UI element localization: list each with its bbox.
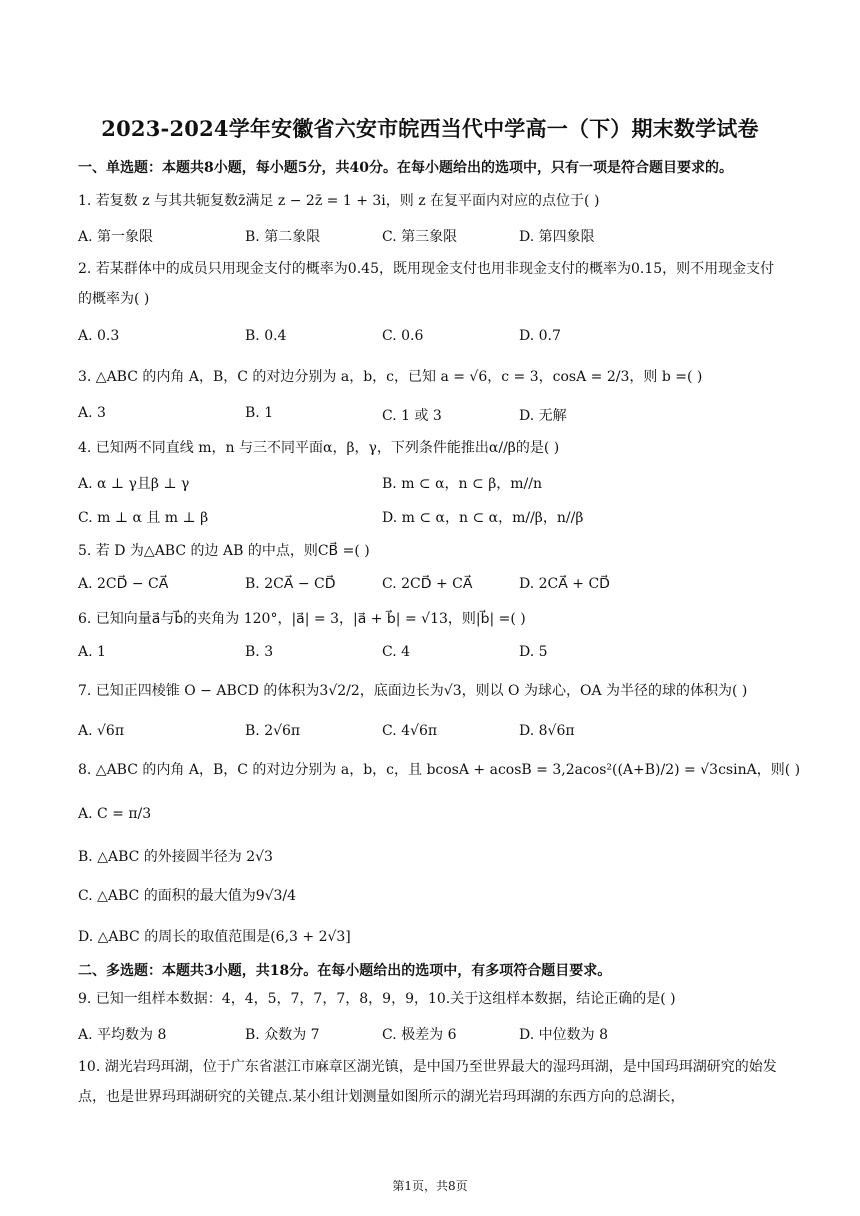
question-8-option-b	[78, 846, 783, 868]
question-5-stem: 5. 若 D 为△ABC 的边 AB 的中点，则CB⃗ =( )	[78, 543, 370, 559]
question-7-stem: 7. 已知正四棱锥 O − ABCD 的体积为3√2/2，底面边长为√3，则以 O 为球心，OA 为半径的球的体积为( )	[78, 683, 748, 699]
question-1-options	[78, 226, 783, 248]
option-b: B. m ⊂ α，n ⊂ β，m//n	[382, 476, 543, 492]
question-8-stem: 8. △ABC 的内角 A，B，C 的对边分别为 a，b，c，且 bcosA + acosB = 3,2acos²((A+B)/2) = √3csinA，则( )	[78, 762, 801, 778]
option-d: D. m ⊂ α，n ⊂ α，m//β，n//β	[382, 510, 584, 526]
question-10-stem: 10. 湖光岩玛珥湖，位于广东省湛江市麻章区湖光镇，是中国乃至世界最大的湿玛珥湖，是中国玛珥湖研究的始发点，也是世界玛珥湖研究的关键点.某小组计划测量如图所示的湖光岩玛珥湖的东西方向的总湖长，	[78, 1059, 777, 1105]
option-b: B. 0.4	[245, 328, 287, 344]
option-b: B. △ABC 的外接圆半径为 2√3	[78, 849, 273, 865]
option-c: C. m ⊥ α 且 m ⊥ β	[78, 510, 209, 526]
option-d: D. 5	[519, 644, 548, 660]
option-c: C. 4	[382, 644, 411, 660]
option-d: D. 8√6π	[519, 723, 575, 739]
question-2-stem: 2. 若某群体中的成员只用现金支付的概率为0.45，既用现金支付也用非现金支付的概率为0.15，则不用现金支付的概率为( )	[78, 261, 775, 307]
question-7-options	[78, 723, 783, 745]
question-1-stem: 1. 若复数 z 与其共轭复数z̄满足 z − 2z̄ = 1 + 3i，则 z 在复平面内对应的点位于( )	[78, 193, 600, 209]
question-4-options-row1	[78, 473, 783, 495]
section-heading-multiple-choice: 二、多选题：本题共3小题，共18分。在每小题给出的选项中，有多项符合题目要求。	[78, 963, 612, 979]
option-a: A. 平均数为 8	[78, 1027, 167, 1043]
option-c: C. 0.6	[382, 328, 424, 344]
option-d: D. 中位数为 8	[519, 1027, 608, 1043]
option-c: C. 1 或 3	[382, 408, 442, 424]
option-c: C. 4√6π	[382, 723, 438, 739]
option-a: A. C = π/3	[78, 806, 152, 822]
option-d: D. 2CA⃗ + CD⃗	[519, 576, 610, 592]
question-8-option-a	[78, 806, 783, 828]
option-d: D. 无解	[519, 408, 567, 424]
page-title: 2023-2024学年安徽省六安市皖西当代中学高一（下）期末数学试卷	[101, 116, 759, 141]
question-9-stem: 9. 已知一组样本数据：4，4，5，7，7，7，8，9，9，10.关于这组样本数据，结论正确的是( )	[78, 991, 676, 1007]
section-heading-single-choice: 一、单选题：本题共8小题，每小题5分，共40分。在每小题给出的选项中，只有一项是符合题目要求的。	[78, 160, 733, 176]
question-5-options	[78, 576, 783, 598]
option-a: A. α ⊥ γ且β ⊥ γ	[78, 476, 190, 492]
option-a: A. 0.3	[78, 328, 120, 344]
question-9-options	[78, 1024, 783, 1046]
option-c: C. 第三象限	[382, 229, 458, 245]
option-a: A. 3	[78, 405, 106, 421]
question-3-options	[78, 405, 783, 427]
question-8-option-c	[78, 885, 783, 907]
option-a: A. 1	[78, 644, 106, 660]
option-a: A. √6π	[78, 723, 125, 739]
page-footer: 第1页，共8页	[392, 1179, 468, 1193]
option-d: D. 第四象限	[519, 229, 595, 245]
option-a: A. 2CD⃗ − CA⃗	[78, 576, 169, 592]
question-8-option-d	[78, 926, 783, 948]
question-2-options	[78, 328, 783, 350]
question-6-options	[78, 644, 783, 666]
option-b: B. 2CA⃗ − CD⃗	[245, 576, 336, 592]
option-b: B. 2√6π	[245, 723, 301, 739]
option-c: C. △ABC 的面积的最大值为9√3/4	[78, 888, 297, 904]
question-3-stem: 3. △ABC 的内角 A，B，C 的对边分别为 a，b，c，已知 a = √6，c = 3，cosA = 2/3，则 b =( )	[78, 369, 703, 385]
question-4-stem: 4. 已知两不同直线 m，n 与三不同平面α，β，γ，下列条件能推出α//β的是( )	[78, 440, 560, 456]
question-4-options-row2	[78, 507, 783, 529]
option-c: C. 极差为 6	[382, 1027, 457, 1043]
option-d: D. 0.7	[519, 328, 561, 344]
option-c: C. 2CD⃗ + CA⃗	[382, 576, 473, 592]
option-b: B. 1	[245, 405, 274, 421]
option-b: B. 第二象限	[245, 229, 321, 245]
option-a: A. 第一象限	[78, 229, 154, 245]
option-b: B. 3	[245, 644, 274, 660]
option-d: D. △ABC 的周长的取值范围是(6,3 + 2√3]	[78, 929, 351, 945]
option-b: B. 众数为 7	[245, 1027, 320, 1043]
question-6-stem: 6. 已知向量a⃗与b⃗的夹角为 120°，|a⃗| = 3，|a⃗ + b⃗| = √13，则|b⃗| =( )	[78, 611, 526, 627]
